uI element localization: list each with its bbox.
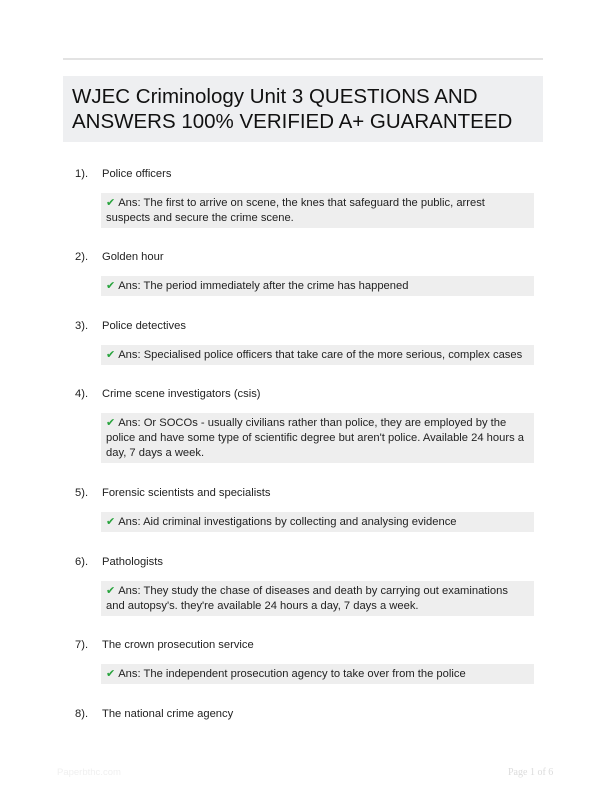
checkmark-icon: ✔ bbox=[106, 417, 116, 429]
question-number: 4). bbox=[75, 388, 89, 400]
question-text: Police detectives bbox=[102, 320, 186, 332]
question-text: The national crime agency bbox=[102, 708, 234, 720]
footer-watermark: Paperbthc.com bbox=[57, 767, 121, 778]
answer-box bbox=[101, 581, 534, 616]
answer-box bbox=[101, 664, 534, 684]
question-text: Forensic scientists and specialists bbox=[102, 487, 271, 499]
question-text: Police officers bbox=[102, 168, 172, 180]
question-number: 8). bbox=[75, 708, 89, 720]
answer-box bbox=[101, 276, 534, 296]
answer-box bbox=[101, 193, 534, 228]
question-text: Crime scene investigators (csis) bbox=[102, 388, 261, 400]
answer-text: Ans: They study the chase of diseases and death by carrying out examinations and autopsy's. they're available 24 hours a day, 7 days a week. bbox=[106, 585, 508, 612]
answer-box bbox=[101, 345, 534, 365]
question-number: 6). bbox=[75, 556, 89, 568]
title-banner bbox=[63, 76, 543, 142]
answer-box bbox=[101, 413, 534, 463]
checkmark-icon: ✔ bbox=[106, 280, 116, 292]
question-number: 7). bbox=[75, 639, 89, 651]
checkmark-icon: ✔ bbox=[106, 668, 116, 680]
answer-text: Ans: Specialised police officers that take care of the more serious, complex cases bbox=[118, 349, 523, 361]
checkmark-icon: ✔ bbox=[106, 585, 116, 597]
checkmark-icon: ✔ bbox=[106, 516, 116, 528]
answer-text: Ans: Or SOCOs - usually civilians rather than police, they are employed by the police and have some type of scientific degree but aren't police. Available 24 hours a day, 7 days a week. bbox=[106, 417, 524, 459]
page-number: Page 1 of 6 bbox=[508, 767, 554, 778]
question-number: 2). bbox=[75, 251, 89, 263]
question-text: Golden hour bbox=[102, 251, 164, 263]
answer-text: Ans: Aid criminal investigations by collecting and analysing evidence bbox=[118, 516, 457, 528]
question-text: Pathologists bbox=[102, 556, 163, 568]
top-divider bbox=[63, 58, 543, 60]
document-title: WJEC Criminology Unit 3 QUESTIONS AND ANSWERS 100% VERIFIED A+ GUARANTEED bbox=[72, 85, 513, 133]
answer-text: Ans: The period immediately after the crime has happened bbox=[118, 280, 409, 292]
question-number: 3). bbox=[75, 320, 89, 332]
answer-box bbox=[101, 512, 534, 532]
answer-text: Ans: The first to arrive on scene, the knes that safeguard the public, arrest suspects and secure the crime scene. bbox=[106, 197, 485, 224]
question-number: 1). bbox=[75, 168, 89, 180]
answer-text: Ans: The independent prosecution agency to take over from the police bbox=[118, 668, 466, 680]
checkmark-icon: ✔ bbox=[106, 197, 116, 209]
checkmark-icon: ✔ bbox=[106, 349, 116, 361]
question-text: The crown prosecution service bbox=[102, 639, 254, 651]
question-number: 5). bbox=[75, 487, 89, 499]
